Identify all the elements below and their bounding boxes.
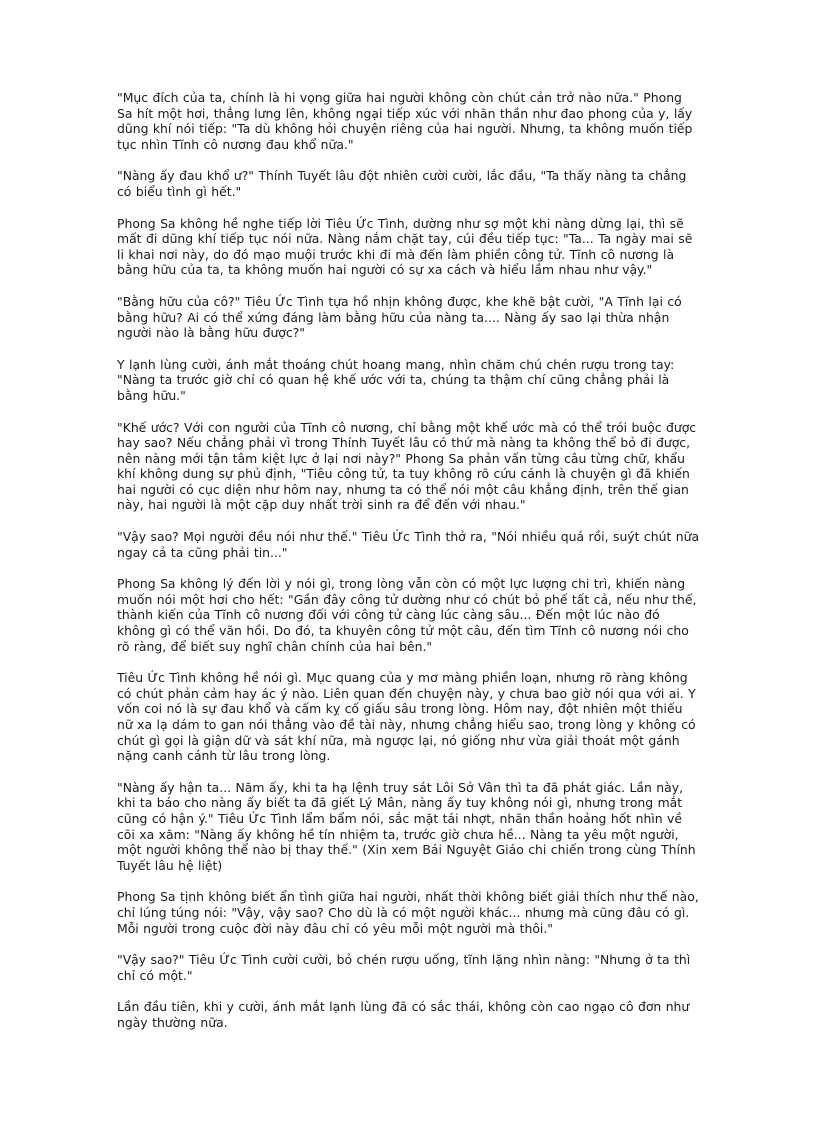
paragraph: Phong Sa tịnh không biết ẩn tình giữa hai người, nhất thời không biết giải thích như thế nào, chỉ lúng túng nói: "Vậy, vậy sao? Cho dù là có một người khác... nhưng mà cũng đâu có gì. Mỗi người trong cuộc đời này đâu chỉ có yêu mỗi một người mà thôi." — [117, 889, 699, 936]
paragraph: "Khế ước? Với con người của Tĩnh cô nương, chỉ bằng một khế ước mà có thể trói buộc được hay sao? Nếu chẳng phải vì trong Thính Tuyết lâu có thứ mà nàng ta không thể bỏ đi được, nên nàng mới tận tâm kiệt lực ở lại nơi này?" Phong Sa phản vấn từng câu từng chữ, khẩu khí không dung sự phủ định, "Tiêu công tử, ta tuy không rõ cứu cánh là chuyện gì đã khiến hai người có cục diện như hôm nay, nhưng ta có thể nói một câu khẳng định, trên thế gian này, hai người là một cặp duy nhất trời sinh ra để đến với nhau." — [117, 419, 697, 513]
paragraph: "Nàng ấy hận ta... Năm ấy, khi ta hạ lệnh truy sát Lôi Sở Vân thì ta đã phát giác. Lần này, khi ta báo cho nàng ấy biết ta đã giết Lý Mân, nàng ấy tuy không nói gì, nhưng trong mắt cũng có hận ý." Tiêu Ức Tình lẩm bẩm nói, sắc mặt tái nhợt, nhãn thần hoảng hốt nhìn về cõi xa xăm: "Nàng ấy không hề tín nhiệm ta, trước giờ chưa hề... Nàng ta yêu một người, một người không thể nào bị thay thế." (Xin xem Bái Nguyệt Giáo chi chiến trong cùng Thính Tuyết lâu hệ liệt) — [117, 779, 696, 873]
paragraph: "Vậy sao? Mọi người đều nói như thế." Tiêu Ức Tình thở ra, "Nói nhiều quá rồi, suýt chút nữa ngay cả ta cũng phải tin..." — [117, 529, 700, 560]
paragraph: "Bằng hữu của cô?" Tiêu Ức Tình tựa hồ nhịn không được, khe khẽ bật cười, "A Tĩnh lại có bằng hữu? Ai có thể xứng đáng làm bằng hữu của nàng ta.... Nàng ấy sao lại thừa nhận người nào là bằng hữu được?" — [117, 293, 682, 341]
paragraph: "Vậy sao?" Tiêu Ức Tình cười cười, bỏ chén rượu uống, tĩnh lặng nhìn nàng: "Nhưng ở ta thì chỉ có một." — [117, 952, 691, 983]
paragraph: "Mục đích của ta, chính là hi vọng giữa hai người không còn chút cản trở nào nữa." Phong Sa hít một hơi, thẳng lưng lên, không ngại tiếp xúc với nhãn thần như đao phong của y, lấy dũng khí nói tiếp: "Ta dù không hỏi chuyện riêng của hai người. Nhưng, ta không muốn tiếp tục nhìn Tĩnh cô nương đau khổ nữa." — [117, 90, 693, 152]
paragraph: Tiêu Ức Tình không hề nói gì. Mục quang của y mơ màng phiền loạn, nhưng rõ ràng không có chút phản cảm hay ác ý nào. Liên quan đến chuyện này, y chưa bao giờ nói qua với ai. Y vốn coi nó là sự đau khổ và cấm kỵ cố giấu sâu trong lòng. Hôm nay, đột nhiên một thiếu nữ xa lạ dám to gan nói thẳng vào đề tài này, nhưng chẳng hiểu sao, trong lòng y không có chút gì gọi là giận dữ và sát khí nữa, mà ngược lại, nó giống như vừa giải thoát một gánh nặng canh cánh từ lâu trong lòng. — [117, 670, 696, 764]
paragraph: Phong Sa không lý đến lời y nói gì, trong lòng vẫn còn có một lực lượng chi trì, khiến nàng muốn nói một hơi cho hết: "Gần đây công tử dường như có chút bỏ phế tất cả, nếu như thế, thành kiến của Tĩnh cô nương đối với công tử càng lúc càng sâu... Đến một lúc nào đó không gì có thể vãn hồi. Do đó, ta khuyên công tử một câu, đến tìm Tĩnh cô nương nói cho rõ ràng, để biết suy nghĩ chân chính của hai bên." — [117, 576, 697, 654]
paragraph: Lần đầu tiên, khi y cười, ánh mắt lạnh lùng đã có sắc thái, không còn cao ngạo cô đơn như ngày thường nữa. — [117, 999, 690, 1030]
paragraph: "Nàng ấy đau khổ ư?" Thính Tuyết lâu đột nhiên cười cười, lắc đầu, "Ta thấy nàng ta chẳng có biểu tình gì hết." — [117, 168, 687, 199]
document-page — [117, 90, 757, 1047]
paragraph: Phong Sa không hề nghe tiếp lời Tiêu Ức Tình, dường như sợ một khi nàng dừng lại, thì sẽ mất đi dũng khí tiếp tục nói nữa. Nàng nắm chặt tay, cúi đều tiếp tục: "Ta... Ta ngày mai sẽ li khai nơi này, do đó mạo muội trước khi đi mà đến làm phiền công tử. Tĩnh cô nương là bằng hữu của ta, ta không muốn hai người có sự xa cách và hiểu lầm nhau như vậy." — [117, 215, 693, 278]
paragraph: Y lạnh lùng cười, ánh mắt thoáng chút hoang mang, nhìn chăm chú chén rượu trong tay: "Nàng ta trước giờ chỉ có quan hệ khế ước với ta, chúng ta thậm chí cũng chẳng phải là bằng hữu." — [117, 356, 675, 403]
